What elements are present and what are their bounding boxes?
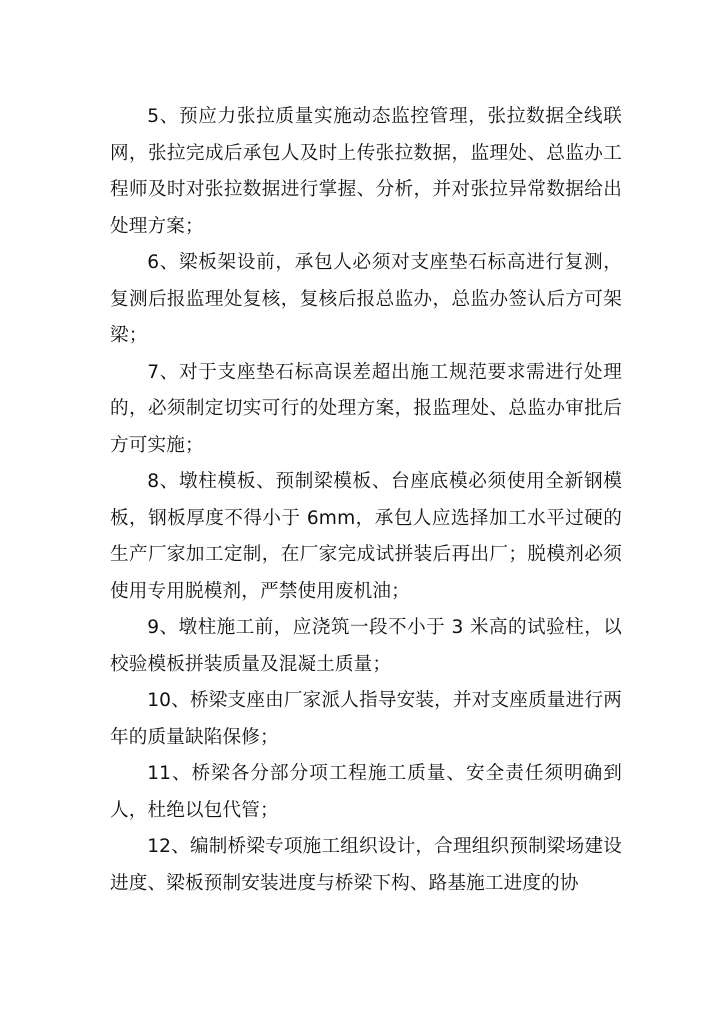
paragraph-10: 10、桥梁支座由厂家派人指导安装，并对支座质量进行两年的质量缺陷保修； [110, 690, 622, 748]
paragraph-5: 5、预应力张拉质量实施动态监控管理，张拉数据全线联网，张拉完成后承包人及时上传张拉数据，监理处、总监办工程师及时对张拉数据进行掌握、分析，并对张拉异常数据给出处理方案； [110, 106, 622, 237]
paragraph-6: 6、梁板架设前，承包人必须对支座垫石标高进行复测，复测后报监理处复核，复核后报总监办，总监办签认后方可架梁； [110, 252, 622, 346]
paragraph-9: 9、墩柱施工前，应浇筑一段不小于 3 米高的试验柱，以校验模板拼装质量及混凝土质量； [110, 617, 622, 675]
paragraph-12: 12、编制桥梁专项施工组织设计，合理组织预制梁场建设进度、梁板预制安装进度与桥梁下构、路基施工进度的协 [110, 836, 622, 894]
paragraph-8: 8、墩柱模板、预制梁模板、台座底模必须使用全新钢模板，钢板厚度不得小于 6mm，承包人应选择加工水平过硬的生产厂家加工定制，在厂家完成试拼装后再出厂；脱模剂必须使用专用脱模剂，严禁使用废机油； [110, 471, 622, 602]
paragraph-7: 7、对于支座垫石标高误差超出施工规范要求需进行处理的，必须制定切实可行的处理方案，报监理处、总监办审批后方可实施； [110, 361, 622, 456]
paragraph-11: 11、桥梁各分部分项工程施工质量、安全责任须明确到人，杜绝以包代管； [110, 763, 622, 821]
document-body [110, 99, 622, 902]
